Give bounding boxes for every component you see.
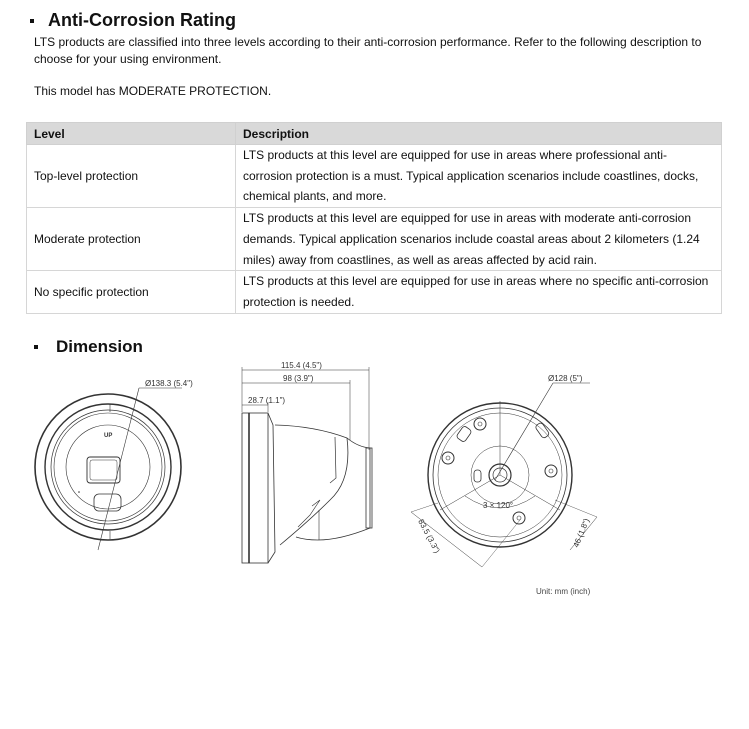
description-cell: LTS products at this level are equipped for use in areas with moderate anti-corrosion demands. Typical application scenarios include coastal areas about 2 kilometers (1.24 miles) away from coastlines, as well as areas affected by acid rain. <box>236 208 722 271</box>
dimension-title: Dimension <box>56 337 143 356</box>
description-cell: LTS products at this level are equipped for use in areas where no specific anti-corrosion protection is needed. <box>236 271 722 313</box>
anti-corrosion-table <box>26 122 722 314</box>
table-header-row <box>27 123 722 145</box>
unit-label: Unit: mm (inch) <box>536 587 591 596</box>
mount-base-drawing <box>405 365 615 570</box>
mount-diameter-label: Ø128 (5") <box>548 374 583 383</box>
level-cell: No specific protection <box>27 271 236 313</box>
anti-corrosion-title: Anti-Corrosion Rating <box>48 10 236 30</box>
level-cell: Moderate protection <box>27 208 236 271</box>
table-row <box>27 208 722 271</box>
bullet-icon <box>30 19 34 23</box>
front-diameter-label: Ø138.3 (5.4") <box>145 379 193 388</box>
camera-side-view-drawing <box>235 360 385 570</box>
mount-angle-label: 3 × 120° <box>483 501 514 510</box>
base-depth-label: 28.7 (1.1") <box>248 396 286 405</box>
camera-front-view-drawing <box>30 370 200 570</box>
up-marker: UP <box>104 433 113 439</box>
table-row <box>27 145 722 208</box>
overall-depth-label: 115.4 (4.5") <box>281 361 322 370</box>
bullet-icon <box>34 345 38 349</box>
anti-corrosion-intro: LTS products are classified into three levels according to their anti-corrosion performance. Refer to the following description to choose for your using environment. <box>34 35 702 66</box>
description-cell: LTS products at this level are equipped for use in areas where professional anti-corrosion protection is a must. Typical application scenarios include coastlines, docks, chemical plants, and more. <box>236 145 722 208</box>
level-cell: Top-level protection <box>27 145 236 208</box>
anti-corrosion-heading <box>30 10 236 31</box>
dimension-heading <box>34 337 143 357</box>
hole-offset-label: 46 (1.8") <box>571 517 592 549</box>
header-description: Description <box>236 123 722 145</box>
body-depth-label: 98 (3.9") <box>283 374 314 383</box>
header-level: Level <box>27 123 236 145</box>
table-row <box>27 271 722 313</box>
hole-spacing-label: 83.5 (3.3") <box>416 517 442 555</box>
model-protection-statement: This model has MODERATE PROTECTION. <box>34 84 272 98</box>
